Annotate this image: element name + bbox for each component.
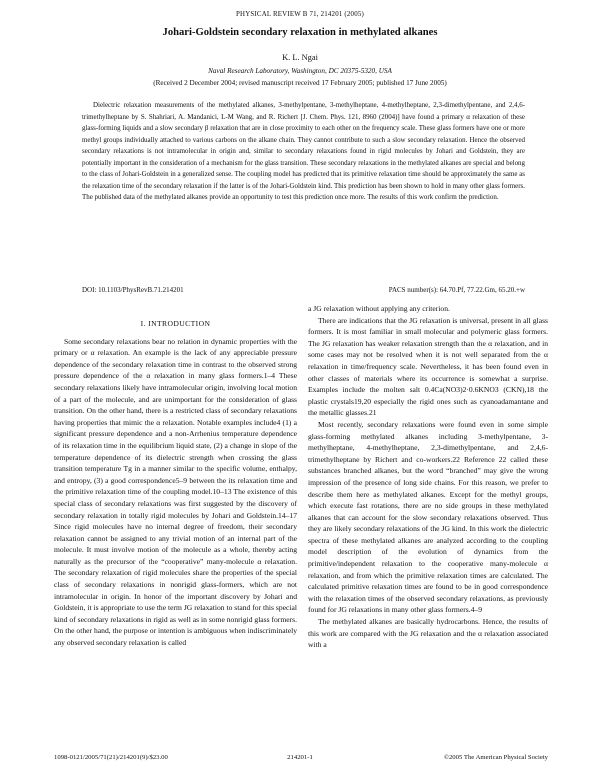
publication-dates: (Received 2 December 2004; revised manuscript received 17 February 2005; published 17 June 2005) (153, 79, 447, 87)
article-title: Johari-Goldstein secondary relaxation in methylated alkanes (162, 27, 438, 38)
author: K. L. Ngai (282, 53, 318, 62)
body-paragraph: There are indications that the JG relaxation is universal, present in all glass formers. It is most familiar in small molecular and polymeric glass formers. The JG relaxation has weaker relaxation strength than the α relaxation, and in some cases may not be resolved when it is not well separated from the α relaxation in time/frequency scale. Nevertheless, it has been found even in other classes of materials where its occurrence is somewhat a surprise. Examples include the molten salt 0.4Ca(NO3)2·0.6KNO3 (CKN),18 the plastic crystals19,20 especially the rigid ones such as cyanoadamantane and the metallic glasses.21 (308, 315, 548, 418)
left-column (54, 318, 297, 649)
doi[interactable]: DOI: 10.1103/PhysRevB.71.214201 (82, 286, 184, 294)
body-paragraph: Some secondary relaxations bear no relation in dynamic properties with the primary or α relaxation. An example is the lack of any appreciable pressure dependence of the secondary relaxation time in contrast to the observed strong pressure dependence of the α relaxation in many glass formers.1–4 These secondary relaxations likely have intramolecular origin, involving local motion of a part of the molecule, and are unimportant for the consideration of glass transition. On the other hand, there is a restricted class of secondary relaxations having properties that mimic the α relaxation. Notable examples include4 (1) a significant pressure dependence and a non-Arrhenius temperature dependence of its relaxation time in the equilibrium liquid state, (2) a change in slope of the temperature dependence of its dielectric strength when crossing the glass transition temperature Tg in a manner similar to the specific volume, enthalpy, and entropy, (3) a good correspondence5–9 between the its relaxation time and the primitive relaxation time of the coupling model.10–13 The existence of this special class of secondary relaxations was first suggested by the discovery of secondary relaxation in totally rigid molecules by Johari and Goldstein.14–17 Since rigid molecules have no internal degree of freedom, their secondary relaxation cannot be assigned to any trivial motion of an internal part of the molecule. It must involve motion of the molecule as a whole, thereby acting naturally as the precursor of the “cooperative” many-molecule α relaxation. The secondary relaxation of rigid molecules share the properties of the special class of secondary relaxations in nonrigid glass-formers, which are not intramolecular in origin. In honor of the important discovery by Johari and Goldstein, it is appropriate to use the term JG relaxation to stand for this special kind of secondary relaxations in rigid as well as in some nonrigid glass formers. On the other hand, the purpose or intention is ambiguous when indiscriminately any observed secondary relaxation is called (54, 336, 297, 648)
affiliation: Naval Research Laboratory, Washington, DC 20375-5320, USA (208, 67, 392, 75)
body-paragraph: The methylated alkanes are basically hydrocarbons. Hence, the results of this work are compared with the JG relaxation and the α relaxation associated with a (308, 617, 548, 650)
pacs-numbers: PACS number(s): 64.70.Pf, 77.22.Gm, 65.20.+w (388, 286, 525, 294)
footer-page-number: 214201-1 (287, 754, 313, 761)
abstract: Dielectric relaxation measurements of the methylated alkanes, 3-methylpentane, 3-methylheptane, 4-methylheptane, 2,3-dimethylpentane, and 2,4,6-trimethylheptane by S. Shahriari, A. Mandanici, L-M Wang, and R. Richert [J. Chem. Phys. 121, 8960 (2004)] have found a primary α relaxation of these glass-forming liquids and a slow secondary β relaxation that are in close proximity to each other on the frequency scale. These glass formers have one or more methyl groups individually attached to various carbons on the alkane chain. They cannot contribute to such a slow secondary relaxation. Hence the observed secondary relaxations is not intramolecular in origin and, similar to secondary relaxations found in rigid molecules by Johari and Goldstein, they are potentially important in the consideration of a mechanism for the glass transition. These secondary relaxations in the methylated alkanes are special and belong to the class of Johari-Goldstein in a generalized sense. The coupling model has predicted that its primitive relaxation time should be approximately the same as the relaxation time of the secondary relaxation if the latter is of the Johari-Goldstein kind. This prediction has been shown to hold in many other glass formers. The published data of the methylated alkanes provide an opportunity to test this prediction once more. The results of this work confirm the prediction. (82, 101, 525, 201)
running-head: PHYSICAL REVIEW B 71, 214201 (2005) (236, 11, 364, 18)
footer-copyright: ©2005 The American Physical Society (443, 754, 548, 761)
body-paragraph-continued: a JG relaxation without applying any criterion. (308, 304, 450, 313)
right-column (308, 303, 548, 651)
footer-issn: 1098-0121/2005/71(21)/214201(9)/$23.00 (54, 754, 168, 761)
body-paragraph: Most recently, secondary relaxations were found even in some simple glass-forming methylated alkanes including 3-methylpentane, 3-methylheptane, 4-methylheptane, 2,3-dimethylpentane, and 2,4,6-trimethylheptane by Richert and co-workers.22 Reference 22 called these substances branched alkanes, but the word “branched” may give the wrong impression of the presence of long side chains. For this reason, we prefer to describe them here as methylated alkanes. Except for the methyl groups, which execute fast rotations, there are no side groups in these methylated alkanes that can account for the slow secondary relaxations observed. Thus they are likely secondary relaxations of the JG kind. In this work the dielectric spectra of these methylated alkanes are analyzed according to the coupling model description of the evolution of dynamics from the primitive/independent relaxation to the cooperative many-molecule α relaxation, and from which the primitive relaxation times are calculated. The calculated primitive relaxation times are found to be in good correspondence with the relaxation times of the observed secondary relaxations, as previously found for JG relaxations in many other glass formers.4–9 (308, 419, 548, 615)
section-heading: I. INTRODUCTION (140, 319, 211, 328)
